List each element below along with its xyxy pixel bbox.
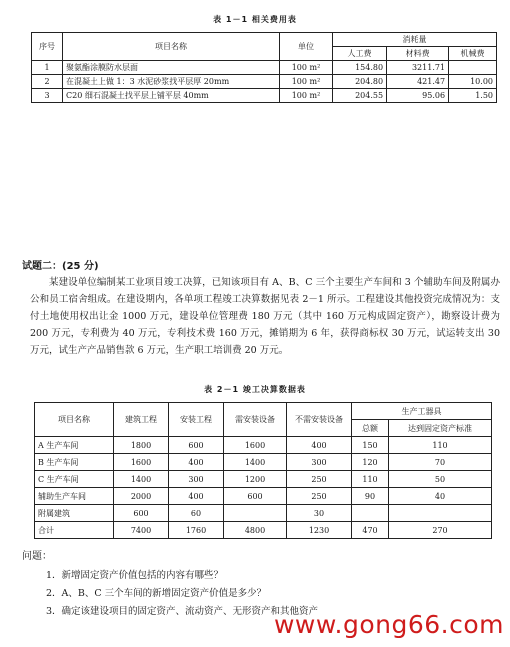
cell-build: 600 (114, 505, 169, 522)
cell-name: 附属建筑 (35, 505, 114, 522)
cell-labor: 204.80 (333, 75, 387, 89)
cell-no: 3 (32, 89, 63, 103)
cell-fixed: 110 (389, 437, 492, 454)
question-3: 3．确定该建设项目的固定资产、流动资产、无形资产和其他资产 (46, 606, 319, 617)
cell-build: 1400 (114, 471, 169, 488)
cell-name: A 生产车间 (35, 437, 114, 454)
cell-build: 2000 (114, 488, 169, 505)
cell-equip: 1600 (224, 437, 287, 454)
cell-equip (224, 505, 287, 522)
col-name: 项目名称 (35, 403, 114, 437)
cell-equip: 1400 (224, 454, 287, 471)
cell-name: B 生产车间 (35, 454, 114, 471)
col-machine: 机械费 (449, 47, 497, 61)
table-row (35, 437, 492, 454)
cell-machine: 10.00 (449, 75, 497, 89)
cell-noinstall: 250 (287, 471, 352, 488)
cell-unit: 100 m² (280, 89, 333, 103)
col-material: 材料费 (387, 47, 449, 61)
cell-total: 470 (352, 522, 389, 539)
cell-build: 1800 (114, 437, 169, 454)
table-row (32, 75, 497, 89)
table-row (35, 488, 492, 505)
cell-total: 90 (352, 488, 389, 505)
cell-install: 600 (169, 437, 224, 454)
col-equip: 需安装设备 (224, 403, 287, 437)
cell-noinstall: 400 (287, 437, 352, 454)
cell-unit: 100 m² (280, 61, 333, 75)
cell-no: 1 (32, 61, 63, 75)
cell-material: 95.06 (387, 89, 449, 103)
cell-install: 400 (169, 454, 224, 471)
col-install: 安装工程 (169, 403, 224, 437)
cell-machine (449, 61, 497, 75)
cell-total: 150 (352, 437, 389, 454)
watermark: www.gong66.com (273, 610, 504, 639)
col-noinstall: 不需安装设备 (287, 403, 352, 437)
cell-name: 在混凝土上做 1：3 水泥砂浆找平层厚 20mm (63, 75, 280, 89)
question-2: 2．A、B、C 三个车间的新增固定资产价值是多少？ (46, 588, 267, 599)
table-row-total (35, 522, 492, 539)
table-row (32, 89, 497, 103)
col-fixed: 达到固定资产标准 (389, 420, 492, 437)
cell-name: 聚氨酯涂膜防水层面 (63, 61, 280, 75)
col-group: 消耗量 (333, 33, 497, 47)
final-accounts-table (34, 402, 492, 539)
cell-fixed: 270 (389, 522, 492, 539)
section-title: 试题二：(25 分) (22, 261, 99, 272)
cell-install: 400 (169, 488, 224, 505)
cell-install: 300 (169, 471, 224, 488)
cell-labor: 154.80 (333, 61, 387, 75)
cell-labor: 204.55 (333, 89, 387, 103)
cell-total: 110 (352, 471, 389, 488)
cell-equip: 4800 (224, 522, 287, 539)
col-name: 项目名称 (63, 33, 280, 61)
table-row (35, 471, 492, 488)
cell-noinstall: 250 (287, 488, 352, 505)
cell-fixed (389, 505, 492, 522)
table-row (32, 61, 497, 75)
cell-name: 辅助生产车间 (35, 488, 114, 505)
cell-build: 1600 (114, 454, 169, 471)
cell-material: 421.47 (387, 75, 449, 89)
cell-build: 7400 (114, 522, 169, 539)
cell-machine: 1.50 (449, 89, 497, 103)
cell-noinstall: 300 (287, 454, 352, 471)
problem-paragraph: 某建设单位编制某工业项目竣工决算，已知该项目有 A、B、C 三个主要生产车间和 3 个辅助车间及附属办公和员工宿舍组成。在建设期内，各单项工程竣工决算数据见表 2－1 所示。工程建设其他投资完成情况为：支付土地使用权出让金 1000 万元，建设单位管理费 180 万元（其中 160 万元构成固定资产），勘察设计费为 200 万元，专利费为 40 万元，专利技术费 160 万元，摊销期为 6 年，获得商标权 30 万元，试运转支出 30 万元，试生产产品销售款 6 万元，生产职工培训费 20 万元。 (30, 277, 500, 356)
cell-equip: 600 (224, 488, 287, 505)
cell-unit: 100 m² (280, 75, 333, 89)
table2-caption: 表 2－1 竣工决算数据表 (204, 385, 306, 394)
col-unit: 单位 (280, 33, 333, 61)
questions-title: 问题： (22, 551, 52, 562)
cell-total (352, 505, 389, 522)
col-group: 生产工器具 (352, 403, 492, 420)
cell-equip: 1200 (224, 471, 287, 488)
cell-noinstall: 30 (287, 505, 352, 522)
cell-fixed: 50 (389, 471, 492, 488)
table1-caption: 表 1－1 相关费用表 (213, 15, 297, 24)
cost-table (31, 32, 497, 103)
cell-noinstall: 1230 (287, 522, 352, 539)
cell-name: 合计 (35, 522, 114, 539)
cell-name: C 生产车间 (35, 471, 114, 488)
table-row (35, 505, 492, 522)
col-total: 总额 (352, 420, 389, 437)
cell-name: C20 细石混凝土找平层上铺平层 40mm (63, 89, 280, 103)
cell-fixed: 70 (389, 454, 492, 471)
question-1: 1．新增固定资产价值包括的内容有哪些？ (46, 570, 224, 581)
cell-no: 2 (32, 75, 63, 89)
cell-install: 1760 (169, 522, 224, 539)
cell-total: 120 (352, 454, 389, 471)
col-labor: 人工费 (333, 47, 387, 61)
cell-material: 3211.71 (387, 61, 449, 75)
table-row (35, 454, 492, 471)
cell-install: 60 (169, 505, 224, 522)
col-no: 序号 (32, 33, 63, 61)
col-build: 建筑工程 (114, 403, 169, 437)
cell-fixed: 40 (389, 488, 492, 505)
